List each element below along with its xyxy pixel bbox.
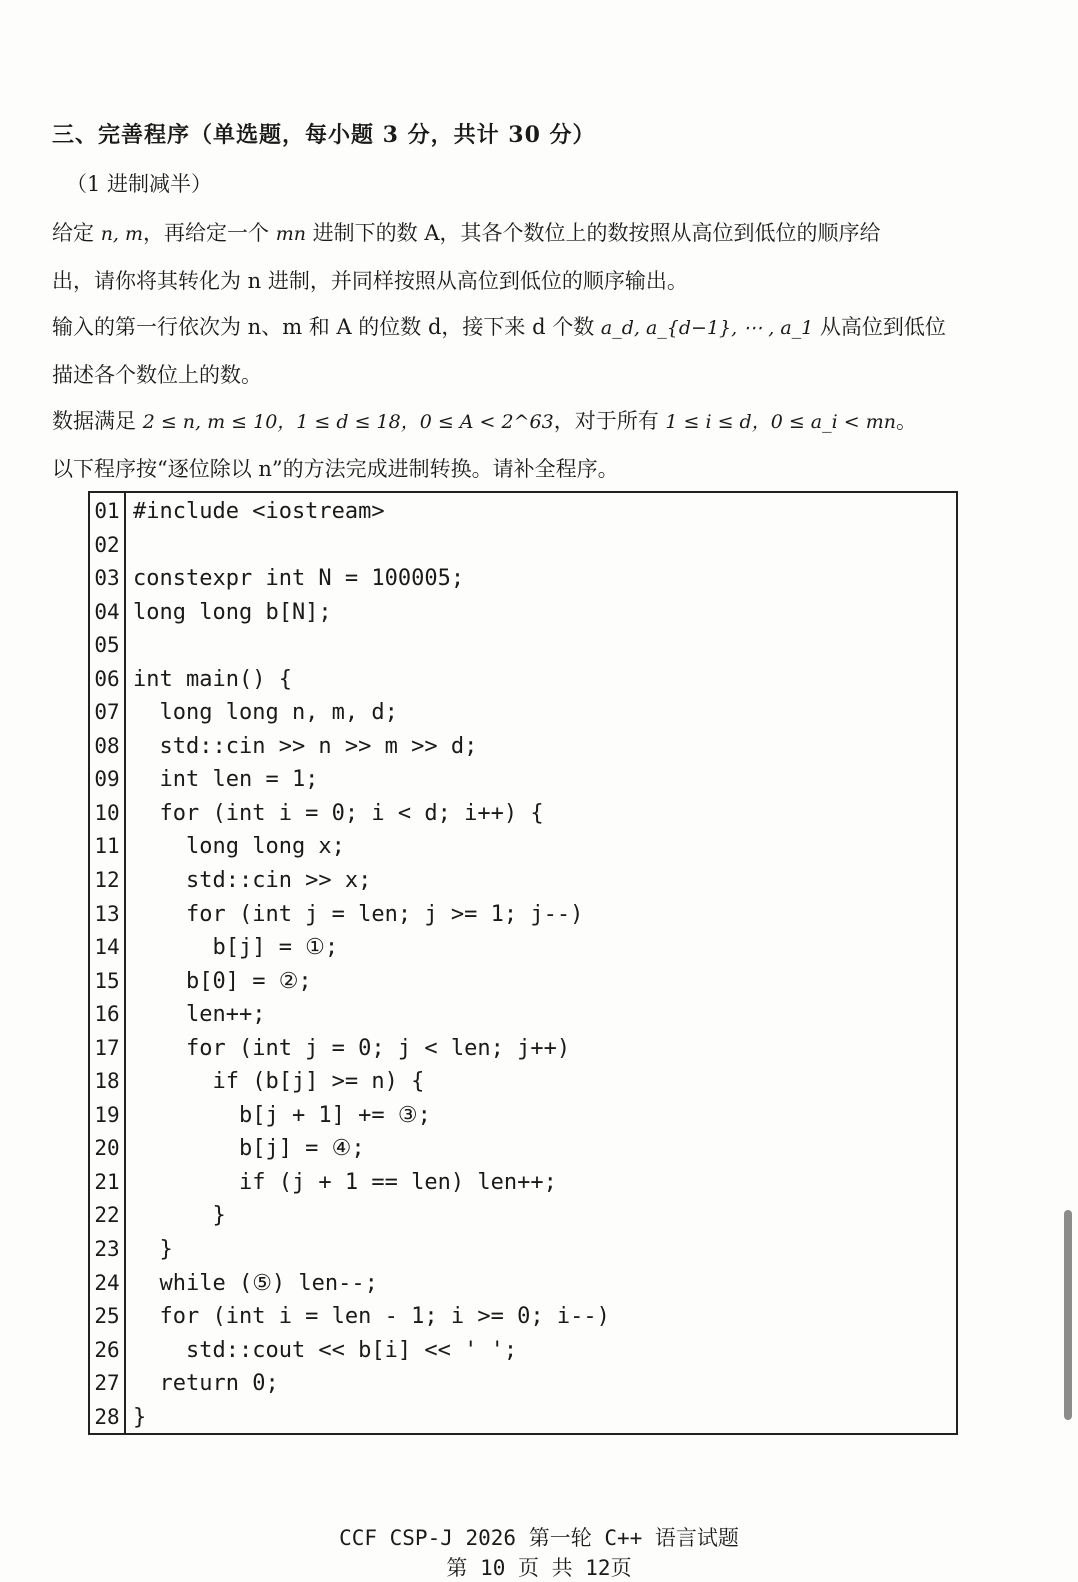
code-text: for (int j = 0; j < len; j++) bbox=[133, 1035, 571, 1061]
code-text: int main() { bbox=[133, 666, 292, 692]
code-line bbox=[90, 830, 956, 864]
footer-title: CCF CSP-J 2026 第一轮 C++ 语言试题 bbox=[339, 1526, 739, 1550]
input-line-1: 输入的第一行依次为 n、m 和 A 的位数 d，接下来 d 个数 a_d, a_{d−1}, ⋯ , a_1 从高位到低位 bbox=[52, 315, 946, 339]
constraints: 数据满足 2 ≤ n, m ≤ 10，1 ≤ d ≤ 18，0 ≤ A < 2^63，对于所有 1 ≤ i ≤ d，0 ≤ a_i < mn。 bbox=[52, 409, 917, 433]
input-line-2: 描述各个数位上的数。 bbox=[52, 363, 262, 387]
line-number: 07 bbox=[94, 700, 120, 725]
code-line bbox=[90, 696, 956, 730]
code-text: for (int i = 0; i < d; i++) { bbox=[133, 800, 544, 826]
line-number: 15 bbox=[94, 968, 120, 993]
code-text: } bbox=[133, 1203, 226, 1229]
code-text: while (⑤) len--; bbox=[133, 1270, 378, 1296]
code-line bbox=[90, 596, 956, 630]
line-number: 01 bbox=[94, 499, 120, 523]
line-number: 03 bbox=[94, 566, 120, 591]
code-line bbox=[90, 1267, 956, 1301]
code-line bbox=[90, 1099, 956, 1133]
code-line bbox=[90, 898, 956, 932]
footer-page-number: 第 10 页 共 12页 bbox=[446, 1556, 632, 1580]
code-text: for (int i = len - 1; i >= 0; i--) bbox=[133, 1304, 610, 1330]
code-text: int len = 1; bbox=[133, 767, 319, 793]
code-text: for (int j = len; j >= 1; j--) bbox=[133, 901, 584, 927]
line-number: 24 bbox=[94, 1270, 120, 1295]
code-text: std::cin >> n >> m >> d; bbox=[133, 733, 478, 759]
problem-title: （1 进制减半） bbox=[66, 172, 213, 196]
code-text: long long n, m, d; bbox=[133, 700, 398, 726]
code-line bbox=[90, 1367, 956, 1401]
code-line bbox=[90, 965, 956, 999]
section-title: 三、完善程序（单选题，每小题 3 分，共计 30 分） bbox=[52, 122, 596, 148]
code-line bbox=[90, 797, 956, 831]
line-number: 13 bbox=[94, 901, 120, 926]
code-text: long long b[N]; bbox=[133, 599, 332, 625]
line-number: 09 bbox=[94, 767, 120, 792]
line-number: 28 bbox=[94, 1404, 120, 1429]
code-line bbox=[90, 1300, 956, 1334]
code-text: b[j] = ④; bbox=[133, 1136, 365, 1162]
code-text: long long x; bbox=[133, 834, 345, 860]
problem-description bbox=[52, 210, 881, 305]
code-text: } bbox=[133, 1237, 173, 1263]
line-number: 26 bbox=[94, 1337, 120, 1362]
code-line bbox=[90, 495, 956, 529]
description-line-2: 出，请你将其转化为 n 进制，并同样按照从高位到低位的顺序输出。 bbox=[52, 269, 688, 293]
line-number: 21 bbox=[94, 1169, 120, 1194]
code-line bbox=[90, 1065, 956, 1099]
math-n-m: n, m bbox=[100, 223, 144, 245]
line-number: 06 bbox=[94, 666, 120, 691]
code-text: std::cin >> x; bbox=[133, 868, 372, 894]
code-text: } bbox=[133, 1404, 147, 1430]
line-number: 25 bbox=[94, 1304, 120, 1329]
code-text: len++; bbox=[133, 1002, 266, 1028]
code-line bbox=[90, 998, 956, 1032]
line-number: 05 bbox=[94, 633, 120, 658]
line-number: 23 bbox=[94, 1237, 120, 1262]
code-line bbox=[90, 629, 956, 663]
code-line bbox=[90, 1199, 956, 1233]
code-text: if (b[j] >= n) { bbox=[133, 1069, 425, 1095]
scrollbar-thumb[interactable] bbox=[1064, 1210, 1072, 1420]
code-line bbox=[90, 1032, 956, 1066]
math-constraints-2: 1 ≤ i ≤ d，0 ≤ a_i < mn bbox=[665, 411, 896, 433]
line-number: 18 bbox=[94, 1069, 120, 1094]
code-line bbox=[90, 1132, 956, 1166]
code-line bbox=[90, 529, 956, 563]
code-line bbox=[90, 562, 956, 596]
math-mn: mn bbox=[275, 223, 306, 245]
line-number: 27 bbox=[94, 1371, 120, 1396]
line-number: 22 bbox=[94, 1203, 120, 1228]
code-line bbox=[90, 763, 956, 797]
code-line bbox=[90, 663, 956, 697]
code-listing bbox=[88, 491, 958, 1435]
line-number: 08 bbox=[94, 733, 120, 758]
code-line bbox=[90, 730, 956, 764]
math-constraints-1: 2 ≤ n, m ≤ 10，1 ≤ d ≤ 18，0 ≤ A < 2^63 bbox=[142, 411, 554, 433]
line-number: 17 bbox=[94, 1035, 120, 1060]
line-number: 11 bbox=[94, 834, 120, 859]
code-text: b[0] = ②; bbox=[133, 968, 312, 994]
code-text: b[j] = ①; bbox=[133, 935, 339, 961]
input-description bbox=[52, 304, 946, 399]
line-number: 16 bbox=[94, 1002, 120, 1027]
line-number: 19 bbox=[94, 1102, 120, 1127]
line-number: 14 bbox=[94, 935, 120, 960]
code-text: #include <iostream> bbox=[133, 499, 385, 524]
code-text: if (j + 1 == len) len++; bbox=[133, 1169, 557, 1195]
math-digits: a_d, a_{d−1}, ⋯ , a_1 bbox=[600, 317, 814, 339]
code-line bbox=[90, 1233, 956, 1267]
description-line-1: 给定 n, m，再给定一个 mn 进制下的数 A，其各个数位上的数按照从高位到低位的顺序给 bbox=[52, 221, 881, 245]
code-lines bbox=[90, 495, 956, 1434]
code-line bbox=[90, 1166, 956, 1200]
line-number: 12 bbox=[94, 868, 120, 893]
line-number: 04 bbox=[94, 599, 120, 624]
code-line bbox=[90, 1401, 956, 1435]
code-line bbox=[90, 1334, 956, 1368]
code-line bbox=[90, 864, 956, 898]
line-number: 20 bbox=[94, 1136, 120, 1161]
line-number: 02 bbox=[94, 532, 120, 557]
instruction: 以下程序按“逐位除以 n”的方法完成进制转换。请补全程序。 bbox=[52, 457, 619, 481]
code-text: return 0; bbox=[133, 1371, 279, 1397]
code-text: std::cout << b[i] << ' '; bbox=[133, 1337, 518, 1363]
code-text: constexpr int N = 100005; bbox=[133, 566, 465, 592]
line-number: 10 bbox=[94, 800, 120, 825]
code-line bbox=[90, 931, 956, 965]
code-text: b[j + 1] += ③; bbox=[133, 1102, 431, 1128]
